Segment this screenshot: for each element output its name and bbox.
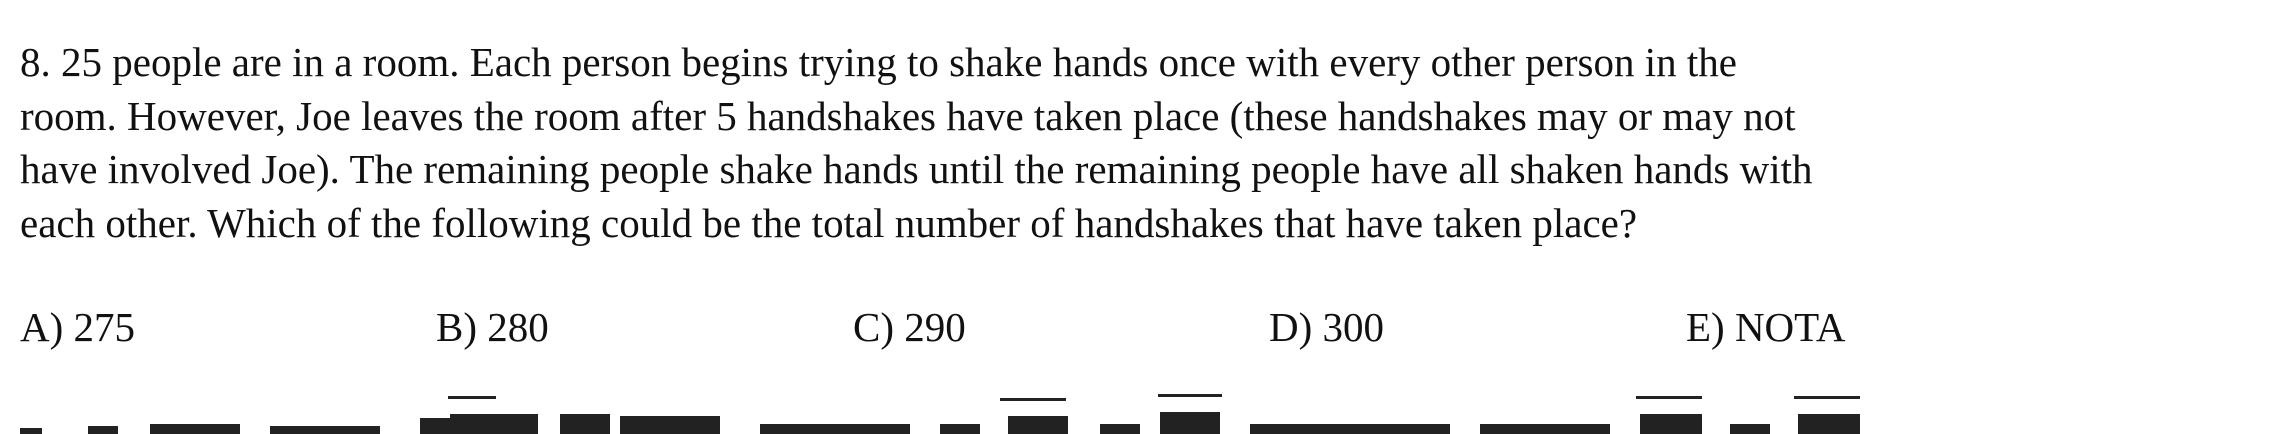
glyph-top-mark xyxy=(1008,416,1068,434)
glyph-top-mark xyxy=(760,424,910,434)
choice-a: A) 275 xyxy=(20,304,136,350)
glyph-top-mark xyxy=(940,424,980,434)
overline-mark xyxy=(1000,398,1066,401)
glyph-top-mark xyxy=(1250,424,1450,434)
question-line: have involved Joe). The remaining people shake hands until the remaining people have all shaken hands with xyxy=(20,146,1813,192)
glyph-top-mark xyxy=(1160,412,1220,434)
next-question-fragment xyxy=(0,392,2270,434)
glyph-top-mark xyxy=(560,414,610,434)
choice-c: C) 290 xyxy=(853,304,966,350)
glyph-top-mark xyxy=(270,426,380,434)
glyph-top-mark xyxy=(1640,414,1702,434)
overline-mark xyxy=(1158,394,1222,397)
question-8 xyxy=(20,36,2240,250)
overline-mark xyxy=(1794,396,1860,399)
choice-d: D) 300 xyxy=(1269,304,1385,350)
glyph-top-mark xyxy=(1100,424,1140,434)
glyph-top-mark xyxy=(1480,424,1610,434)
glyph-top-mark xyxy=(620,416,720,434)
question-line: each other. Which of the following could be the total number of handshakes that have taken place? xyxy=(20,199,1638,246)
answer-choices xyxy=(0,297,2270,357)
overline-mark xyxy=(448,396,496,399)
glyph-top-mark xyxy=(20,428,42,434)
glyph-top-mark xyxy=(420,418,450,434)
glyph-top-mark xyxy=(1730,424,1770,434)
choice-b: B) 280 xyxy=(436,304,549,350)
overline-mark xyxy=(1636,396,1702,399)
question-line: 8. 25 people are in a room. Each person begins trying to shake hands once with every other person in the xyxy=(20,39,1737,85)
glyph-top-mark xyxy=(150,424,240,434)
glyph-top-mark xyxy=(450,414,538,434)
choice-e: E) NOTA xyxy=(1686,304,1846,350)
glyph-top-mark xyxy=(1798,414,1860,434)
question-line: room. However, Joe leaves the room after 5 handshakes have taken place (these handshakes may or may not xyxy=(20,92,1796,139)
glyph-top-mark xyxy=(88,426,118,434)
